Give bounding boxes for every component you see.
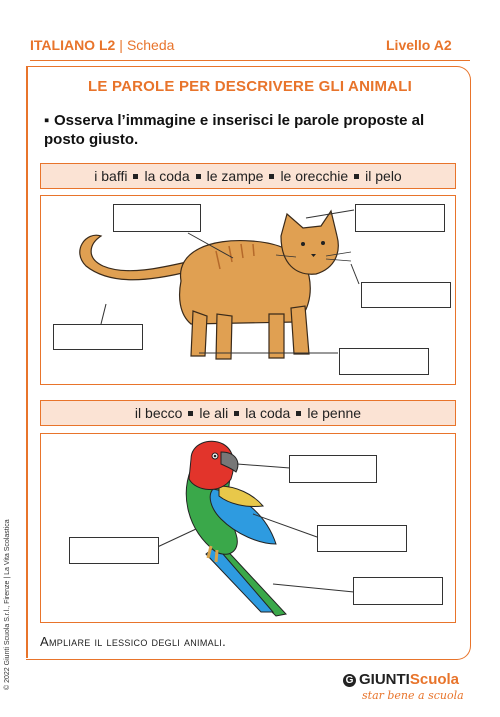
answer-box-orecchie[interactable] — [355, 204, 445, 232]
answer-box-ali[interactable] — [317, 525, 407, 552]
word-pelo[interactable]: il pelo — [365, 168, 402, 184]
parrot-panel — [40, 433, 456, 623]
instruction: ▪ Osserva l’immagine e inserisci le parole proposte al posto giusto. — [44, 112, 425, 148]
answer-box-pelo[interactable] — [113, 204, 201, 232]
footer-goal: Ampliare il lessico degli animali. — [40, 634, 226, 649]
answer-box-zampe[interactable] — [339, 348, 429, 375]
word-becco[interactable]: il becco — [134, 405, 183, 421]
worksheet-frame-left — [26, 66, 28, 658]
cat-panel — [40, 195, 456, 385]
header-subject: ITALIANO L2 | Scheda — [30, 37, 175, 53]
publisher-logo: G GIUNTIScuola — [343, 671, 459, 688]
header-type: Scheda — [126, 37, 175, 53]
answer-box-becco[interactable] — [289, 455, 377, 483]
header-level: Livello A2 — [386, 37, 452, 53]
word-orecchie[interactable]: le orecchie — [280, 168, 349, 184]
word-ali[interactable]: le ali — [199, 405, 229, 421]
giunti-logo-icon: G — [343, 674, 356, 687]
word-baffi[interactable]: i baffi — [94, 168, 128, 184]
answer-box-coda-parrot[interactable] — [353, 577, 443, 605]
publisher-tagline: star bene a scuola — [362, 689, 464, 702]
parrot-word-bank — [40, 400, 456, 426]
worksheet-title: LE PAROLE PER DESCRIVERE GLI ANIMALI — [88, 78, 412, 95]
word-coda-parrot[interactable]: la coda — [245, 405, 291, 421]
word-zampe[interactable]: le zampe — [206, 168, 264, 184]
word-penne[interactable]: le penne — [307, 405, 362, 421]
answer-box-coda[interactable] — [53, 324, 143, 350]
answer-box-baffi[interactable] — [361, 282, 451, 308]
cat-word-bank — [40, 163, 456, 189]
word-coda[interactable]: la coda — [144, 168, 190, 184]
header-divider — [30, 60, 470, 61]
copyright: © 2022 Giunti Scuola S.r.l., Firenze | La Vita Scolastica — [4, 519, 11, 690]
answer-box-penne[interactable] — [69, 537, 159, 564]
